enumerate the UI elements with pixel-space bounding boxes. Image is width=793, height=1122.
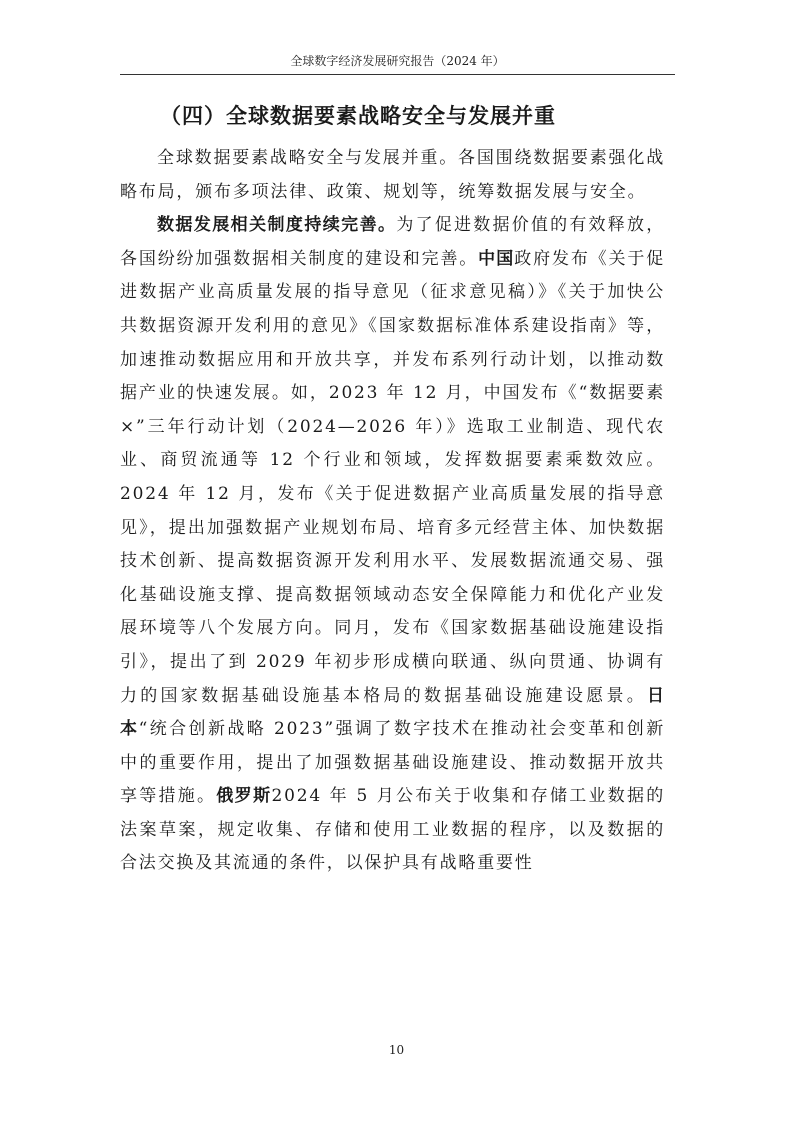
body-text	[120, 142, 665, 881]
paragraph-lead-bold: 数据发展相关制度持续完善。	[157, 215, 397, 236]
paragraph-text: “统合创新战略 2023”强调了数字技术在推动社会变革和创新中的重要作用，提出了加强数据基础设施建设、推动数据开放共享等措施。	[120, 719, 665, 807]
paragraph-text: 2024 年 5 月公布关于收集和存储工业数据的法案草案，规定收集、存储和使用工业数据的程序，以及数据的合法交换及其流通的条件，以保护具有战略重要性	[120, 786, 665, 874]
paragraph-text: 政府发布《关于促进数据产业高质量发展的指导意见（征求意见稿）》《关于加快公共数据资源开发利用的意见》《国家数据标准体系建设指南》等，加速推动数据应用和开放共享，并发布系列行动计划，以推动数据产业的快速发展。如，2023 年 12 月，中国发布《“数据要素 ×”三年行动计划（2024—2026 年）》选取工业制造、现代农业、商贸流通等 12 个行业和领域，发挥数据要素乘数效应。2024 年 12 月，发布《关于促进数据产业高质量发展的指导意见》，提出加强数据产业规划布局、培育多元经营主体、加快数据技术创新、提高数据资源开发利用水平、发展数据流通交易、强化基础设施支撑、提高数据领域动态安全保障能力和优化产业发展环境等八个发展方向。同月，发布《国家数据基础设施建设指引》，提出了到 2029 年初步形成横向联通、纵向贯通、协调有力的国家数据基础设施基本格局的数据基础设施建设愿景。	[120, 248, 666, 706]
paragraph-institutions	[120, 209, 665, 881]
paragraph-strategy: 全球数据要素战略安全与发展并重。各国围绕数据要素强化战略布局，颁布多项法律、政策、规划等，统筹数据发展与安全。	[120, 148, 665, 202]
paragraph-text: 为了促进数据价值的有效释放，各国纷纷加强数据相关制度的建设和完善。	[120, 215, 666, 269]
running-header: 全球数字经济发展研究报告（2024 年）	[290, 54, 505, 68]
section-heading: （四）全球数据要素战略安全与发展并重	[160, 104, 556, 128]
country-russia: 俄罗斯	[216, 786, 272, 807]
country-japan: 日本	[120, 685, 665, 740]
header-rule	[120, 74, 675, 75]
country-china: 中国	[478, 248, 515, 269]
page-number: 10	[388, 1043, 405, 1057]
